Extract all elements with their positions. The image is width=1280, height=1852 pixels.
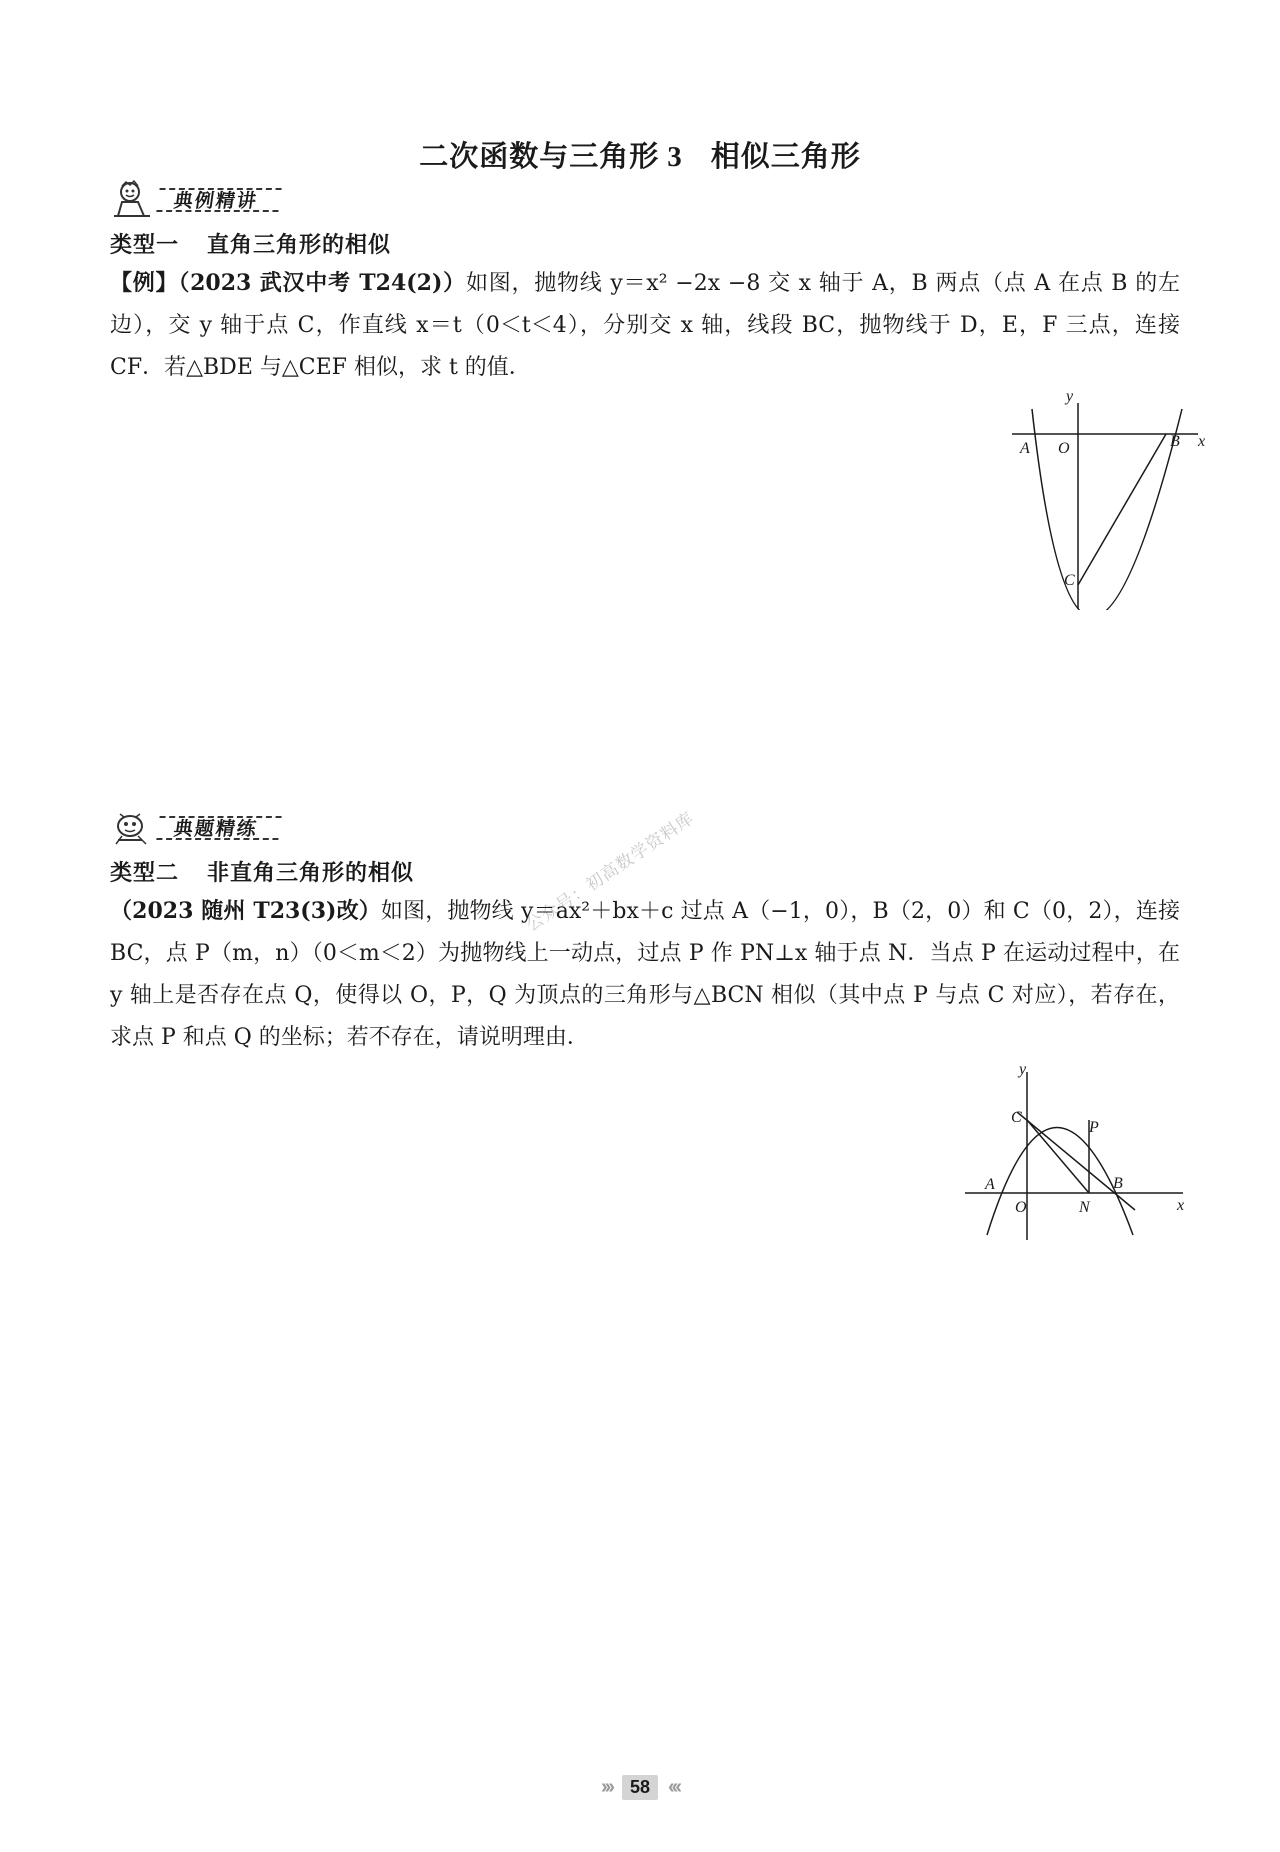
section-banner-label: 典题精练 [156, 816, 281, 840]
segment-cn [1027, 1120, 1089, 1193]
watermark-text: 公众号：初高数学资料库 [522, 808, 699, 936]
practice-source: （2023 随州 T23(3)改） [110, 898, 381, 924]
parabola-curve [1032, 409, 1182, 610]
double-left-arrows-icon: ‹‹‹ [668, 1776, 679, 1798]
parabola-curve [987, 1128, 1133, 1236]
label-o: O [1015, 1199, 1027, 1216]
label-o: O [1058, 440, 1070, 457]
page-number: ››› 58 ‹‹‹ [601, 1776, 679, 1798]
label-b: B [1113, 1175, 1123, 1192]
label-y: y [1066, 388, 1074, 405]
label-x: x [1177, 1197, 1185, 1214]
mascot-icon [110, 808, 158, 848]
label-b: B [1170, 433, 1180, 450]
practice-text: 如图，抛物线 y＝ax²＋bx＋c 过点 A（−1，0），B（2，0）和 C（0，2），连接 BC，点 P（m，n）（0＜m＜2）为抛物线上一动点，过点 P 作 PN⊥x 轴于点 N．当点 P 在运动过程中，在 y 轴上是否存在点 Q，使得以 O，P，Q 为顶点的三角形与△BCN 相似（其中点 P 与点 C 对应），若存在，求点 P 和点 Q 的坐标；若不存在，请说明理由． [110, 899, 1180, 1050]
label-c: C [1064, 572, 1075, 589]
figure-practice [965, 1060, 1195, 1245]
type-two-heading: 类型二 非直角三角形的相似 [110, 861, 415, 886]
line-bc [1017, 1112, 1135, 1210]
label-n: N [1079, 1199, 1090, 1216]
mascot-icon [110, 180, 158, 220]
page-title: 二次函数与三角形 3 相似三角形 [419, 139, 861, 173]
label-y: y [1019, 1061, 1027, 1078]
double-right-arrows-icon: ››› [601, 1776, 612, 1798]
label-a: A [1020, 440, 1030, 457]
segment-bc [1078, 434, 1166, 585]
example-tag: 【例】 [110, 270, 179, 296]
section-banner-label: 典例精讲 [156, 188, 281, 212]
parabola-equation: y＝x² −2x −8 [610, 271, 761, 296]
label-c: C [1011, 1109, 1022, 1126]
section-banner-practice [110, 808, 290, 848]
label-a: A [985, 1176, 995, 1193]
label-p: P [1089, 1119, 1099, 1136]
example-source: （2023 武汉中考 T24(2)） [178, 270, 466, 296]
practice-problem [110, 890, 1180, 1059]
label-x: x [1198, 433, 1206, 450]
type-one-heading: 类型一 直角三角形的相似 [110, 233, 392, 258]
figure-example [1010, 385, 1210, 610]
example-problem: 【例】（2023 武汉中考 T24(2)）如图，抛物线 y＝x² −2x −8 交 x 轴于 A，B 两点（点 A 在点 B 的左边），交 y 轴于点 C，作直线 x＝t（0＜t＜4），分别交 x 轴，线段 BC，抛物线于 D，E，F 三点，连接 CF．若△BDE 与△CEF 相似，求 t 的值． [110, 270, 1180, 380]
section-banner-examples [110, 180, 290, 220]
